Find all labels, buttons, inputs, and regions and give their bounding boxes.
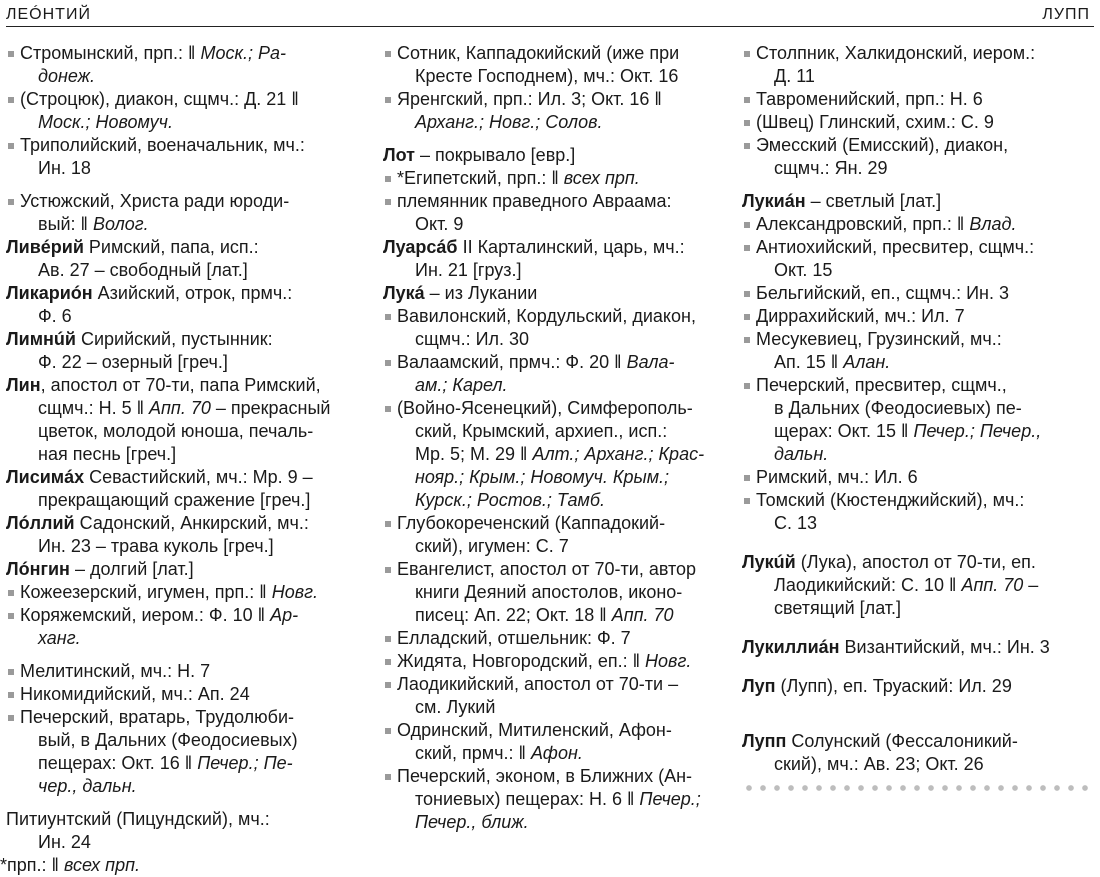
- entry-text: Азийский, отрок, прмч.:: [92, 283, 293, 303]
- headword: Луп: [742, 676, 776, 696]
- sub-entry: [383, 673, 727, 719]
- entry-text: щерах: Окт. 15 ‖: [774, 421, 914, 441]
- spacer: [383, 134, 727, 144]
- continuation-line: [742, 574, 1090, 597]
- entry-text: ский, Крымский, архиеп., исп.:: [415, 421, 668, 441]
- sub-entry: [383, 650, 727, 673]
- headword-entry: [742, 636, 1090, 659]
- entry-text: Ф. 22 – озерный [греч.]: [38, 352, 228, 372]
- entry-text: Лаодикийский, апостол от 70-ти –: [397, 674, 679, 694]
- entry-text: ский, прмч.: ‖: [415, 743, 531, 763]
- sub-entry: [383, 190, 727, 236]
- continuation-line: [756, 420, 1090, 443]
- italic-text: Влад.: [969, 214, 1017, 234]
- entry-text: Печерский, вратарь, Трудолюби-: [20, 707, 295, 727]
- entry-text: – из Лукании: [424, 283, 538, 303]
- entry-text: Мр. 5; М. 29 ‖: [415, 444, 533, 464]
- entry-text: Кожеезерский, игумен, прп.: ‖: [20, 582, 272, 602]
- sub-entry: [6, 88, 350, 134]
- italic-text: Алан.: [843, 352, 891, 372]
- sub-entry: [742, 213, 1090, 236]
- italic-text: всех прп.: [563, 168, 640, 188]
- sub-entry: [383, 558, 727, 627]
- sub-entry: [742, 328, 1090, 374]
- entry-text: см. Лукий: [415, 697, 496, 717]
- entry-text: Сотник, Каппадокийский (иже при: [397, 43, 680, 63]
- sub-entry: [742, 111, 1090, 134]
- entry-text: *прп.: ‖: [0, 855, 64, 875]
- entry-text: Печерский, эконом, в Ближних (Ан-: [397, 766, 693, 786]
- headword: Лóнгин: [6, 559, 70, 579]
- entry-text: Столпник, Халкидонский, иером.:: [756, 43, 1036, 63]
- italic-text: Апп. 70: [149, 398, 211, 418]
- italic-text: Арханг.; Новг.; Солов.: [415, 112, 603, 132]
- italic-text: чер., дальн.: [38, 776, 137, 796]
- entry-text: Ап. 15 ‖: [774, 352, 844, 372]
- sub-entry: [383, 167, 727, 190]
- entry-text: *Египетский, прп.: ‖: [397, 168, 564, 188]
- entry-text: – светлый [лат.]: [805, 191, 942, 211]
- continuation-line: [6, 489, 350, 512]
- column-3: [742, 42, 1090, 792]
- continuation-line: [756, 397, 1090, 420]
- sub-entry: [383, 765, 727, 834]
- continuation-line: [20, 627, 350, 650]
- italic-text: Волог.: [93, 214, 149, 234]
- italic-text: Моск.; Ра-: [200, 43, 286, 63]
- entry-text: , апостол от 70-ти, папа Римский,: [40, 375, 321, 395]
- entry-text: Эмесский (Емисский), диакон,: [756, 135, 1009, 155]
- italic-text: Новг.: [271, 582, 319, 602]
- entry-text: Римский, папа, исп.:: [83, 237, 259, 257]
- entry-text: Ин. 23 – трава куколь [греч.]: [38, 536, 274, 556]
- entry-text: – прекрасный: [210, 398, 331, 418]
- entry-text: пещерах: Окт. 16 ‖: [38, 753, 198, 773]
- headword: Лисимáх: [6, 467, 85, 487]
- continuation-line: [20, 65, 350, 88]
- entry-text: прекращающий сражение [греч.]: [38, 490, 311, 510]
- entry-text: – долгий [лат.]: [69, 559, 194, 579]
- headword: Ликариóн: [6, 283, 93, 303]
- italic-text: всех прп.: [63, 855, 140, 875]
- entry-text: Одринский, Митиленский, Афон-: [397, 720, 672, 740]
- headword-entry: [383, 236, 727, 282]
- column-2: [383, 42, 727, 834]
- spacer: [6, 180, 350, 190]
- continuation-line: [397, 466, 727, 489]
- sub-entry: [742, 374, 1090, 466]
- continuation-line: [397, 213, 727, 236]
- sub-entry: [383, 305, 727, 351]
- entry-text: цветок, молодой юноша, печаль-: [38, 421, 314, 441]
- headword-entry: [6, 466, 350, 512]
- headword-entry: [6, 236, 350, 282]
- entry-text: светящий [лат.]: [774, 598, 902, 618]
- entry-text: Ф. 6: [38, 306, 72, 326]
- italic-text: Печер., ближ.: [415, 812, 529, 832]
- continuation-line: [397, 788, 727, 811]
- sub-entry: [383, 719, 727, 765]
- continuation-line: [20, 752, 350, 775]
- entry-text: Питиунтский (Пицундский), мч.:: [6, 809, 270, 829]
- continuation-line: [756, 65, 1090, 88]
- italic-text: ханг.: [38, 628, 81, 648]
- sub-entry: [6, 42, 350, 88]
- entry-text: Ин. 21 [груз.]: [415, 260, 522, 280]
- entry-text: писец: Ап. 22; Окт. 18 ‖: [415, 605, 612, 625]
- entry-text: (Швец) Глинский, схим.: С. 9: [756, 112, 994, 132]
- entry-text: Солунский (Фессалоникий-: [786, 731, 1018, 751]
- entry-text: вый: ‖: [38, 214, 93, 234]
- entry-text: племянник праведного Авраама:: [397, 191, 672, 211]
- entry-text: Севастийский, мч.: Мр. 9 –: [84, 467, 313, 487]
- entry-text: (Лупп), еп. Труаский: Ил. 29: [775, 676, 1012, 696]
- sub-entry: [6, 134, 350, 180]
- continuation-line: [756, 157, 1090, 180]
- entry-text: Устюжский, Христа ради юроди-: [20, 191, 290, 211]
- headword-entry: [6, 558, 350, 581]
- sub-entry: [742, 489, 1090, 535]
- spacer: [6, 798, 350, 808]
- entry-text: Печерский, пресвитер, сщмч.,: [756, 375, 1007, 395]
- sub-entry: [742, 42, 1090, 88]
- entry-text: вый, в Дальних (Феодосиевых): [38, 730, 298, 750]
- continuation-line: [756, 443, 1090, 466]
- continuation-line: [383, 259, 727, 282]
- continuation-line: [20, 213, 350, 236]
- italic-text: Афон.: [530, 743, 583, 763]
- spacer: [742, 714, 1090, 730]
- italic-text: Апп. 70: [961, 575, 1024, 595]
- entry-text: Александровский, прп.: ‖: [756, 214, 970, 234]
- headword: Луарсáб: [383, 237, 458, 257]
- continuation-line: [397, 489, 727, 512]
- continuation-line: [397, 696, 727, 719]
- headword-entry: [383, 282, 727, 305]
- headword: Лимнúй: [6, 329, 76, 349]
- entry-text: (Строцюк), диакон, сщмч.: Д. 21 ‖: [20, 89, 299, 109]
- entry-text: Окт. 9: [415, 214, 464, 234]
- continuation-line: [20, 729, 350, 752]
- entry-text: сщмч.: Н. 5 ‖: [38, 398, 150, 418]
- continuation-line: [397, 374, 727, 397]
- headword-entry: [6, 512, 350, 558]
- sub-entry: [742, 236, 1090, 282]
- continuation-line: [397, 111, 727, 134]
- continuation-line: [6, 831, 350, 854]
- continuation-line: [6, 305, 350, 328]
- entry-text: Д. 11: [774, 66, 815, 86]
- italic-text: Печер.; Печер.,: [913, 421, 1042, 441]
- continuation-line: [397, 742, 727, 765]
- headword: Лот: [383, 145, 415, 165]
- italic-text: Вала-: [626, 352, 675, 372]
- continuation-line: [6, 259, 350, 282]
- continuation-line: [397, 328, 727, 351]
- entry-text: Триполийский, военачальник, мч.:: [20, 135, 305, 155]
- sub-entry: [6, 581, 350, 604]
- continuation-line: [742, 753, 1090, 776]
- entry-text: Лаодикийский: С. 10 ‖: [774, 575, 962, 595]
- sub-entry: [742, 282, 1090, 305]
- headword: Лупп: [742, 731, 787, 751]
- entry-text: Кресте Господнем), мч.: Окт. 16: [415, 66, 679, 86]
- sub-entry: [742, 88, 1090, 111]
- entry-text: Глубокореченский (Каппадокий-: [397, 513, 666, 533]
- italic-text: дальн.: [774, 444, 829, 464]
- sub-entry: [742, 305, 1090, 328]
- continuation-line: [397, 535, 727, 558]
- italic-text: донеж.: [38, 66, 96, 86]
- entry-text: Коряжемский, иером.: Ф. 10 ‖: [20, 605, 271, 625]
- entry-text: II Карталинский, царь, мч.:: [457, 237, 685, 257]
- headword: Лóллий: [6, 513, 75, 533]
- sub-entry: [383, 627, 727, 650]
- entry-text: –: [1023, 575, 1039, 595]
- running-header: [6, 4, 1094, 27]
- header-right-word: ЛУПП: [1042, 6, 1090, 23]
- entry-text: Тавроменийский, прп.: Н. 6: [756, 89, 983, 109]
- continuation-line: [756, 512, 1090, 535]
- headword-entry: [742, 190, 1090, 213]
- entry-text: (Войно-Ясенецкий), Симферополь-: [397, 398, 693, 418]
- entry: [6, 808, 350, 854]
- entry-text: Месукевиец, Грузинский, мч.:: [756, 329, 1002, 349]
- italic-text: Печер.;: [639, 789, 701, 809]
- italic-text: Моск.; Новомуч.: [38, 112, 173, 132]
- entry-text: Мелитинский, мч.: Н. 7: [20, 661, 211, 681]
- italic-text: ам.; Карел.: [415, 375, 508, 395]
- continuation-line: [742, 597, 1090, 620]
- sub-entry: [742, 466, 1090, 489]
- sub-entry: [6, 604, 350, 650]
- spacer: [6, 650, 350, 660]
- spacer: [742, 659, 1090, 675]
- headword: Ливéрий: [6, 237, 84, 257]
- entry-text: (Лука), апостол от 70-ти, еп.: [795, 552, 1036, 572]
- headword: Лин: [6, 375, 41, 395]
- continuation-line: [756, 351, 1090, 374]
- entry-text: Римский, мч.: Ил. 6: [756, 467, 918, 487]
- continuation-line: [397, 581, 727, 604]
- spacer: [742, 698, 1090, 714]
- entry-text: ский), мч.: Ав. 23; Окт. 26: [774, 754, 984, 774]
- entry-text: Ав. 27 – свободный [лат.]: [38, 260, 248, 280]
- headword-entry: [6, 374, 350, 466]
- sub-entry: [383, 397, 727, 512]
- headword: Лукиллиáн: [742, 637, 840, 657]
- sub-entry: [383, 512, 727, 558]
- italic-text: Новг.: [645, 651, 692, 671]
- header-left-word: ЛЕÓНТИЙ: [6, 6, 91, 23]
- column-1: [0, 42, 350, 877]
- entry-text: Елладский, отшельник: Ф. 7: [397, 628, 631, 648]
- entry-text: Окт. 15: [774, 260, 833, 280]
- entry-text: Жидята, Новгородский, еп.: ‖: [397, 651, 646, 671]
- entry-text: Стромынский, прп.: ‖: [20, 43, 201, 63]
- spacer: [742, 180, 1090, 190]
- italic-text: Печер.; Пе-: [197, 753, 293, 773]
- italic-text: Алт.; Арханг.; Крас-: [532, 444, 705, 464]
- headword-entry: [742, 730, 1090, 776]
- headword: Лукúй: [742, 552, 796, 572]
- continuation-line: [397, 65, 727, 88]
- entry-text: Яренгский, прп.: Ил. 3; Окт. 16 ‖: [397, 89, 662, 109]
- headword-entry: [742, 675, 1090, 698]
- entry-text: – покрывало [евр.]: [415, 145, 576, 165]
- continuation-line: [6, 420, 350, 443]
- sub-entry: [383, 42, 727, 88]
- italic-text: Ар-: [270, 605, 299, 625]
- entry-text: Бельгийский, еп., сщмч.: Ин. 3: [756, 283, 1009, 303]
- entry-text: ский), игумен: С. 7: [415, 536, 569, 556]
- continuation-line: [6, 397, 350, 420]
- sub-entry: [383, 88, 727, 134]
- entry-text: тониевых) пещерах: Н. 6 ‖: [415, 789, 640, 809]
- entry-text: Сирийский, пустынник:: [75, 329, 273, 349]
- entry-text: Евангелист, апостол от 70-ти, автор: [397, 559, 697, 579]
- entry: [0, 854, 350, 877]
- continuation-line: [756, 259, 1090, 282]
- continuation-line: [397, 604, 727, 627]
- headword-entry: [6, 282, 350, 328]
- continuation-line: [6, 535, 350, 558]
- continuation-line: [397, 811, 727, 834]
- headword-entry: [383, 144, 727, 167]
- continuation-line: [6, 443, 350, 466]
- sub-entry: [6, 190, 350, 236]
- continuation-line: [6, 351, 350, 374]
- entry-text: Садонский, Анкирский, мч.:: [74, 513, 309, 533]
- sub-entry: [383, 351, 727, 397]
- headword: Лукá: [383, 283, 425, 303]
- headword-entry: [6, 328, 350, 374]
- entry-text: Ин. 18: [38, 158, 91, 178]
- entry-text: книги Деяний апостолов, иконо-: [415, 582, 683, 602]
- continuation-line: [397, 443, 727, 466]
- entry-text: сщмч.: Ил. 30: [415, 329, 530, 349]
- continuation-line: [397, 420, 727, 443]
- sub-entry: [6, 706, 350, 798]
- italic-text: Апп. 70: [611, 605, 674, 625]
- italic-text: Курск.; Ростов.; Тамб.: [415, 490, 606, 510]
- continuation-line: [20, 157, 350, 180]
- entry-text: ная песнь [греч.]: [38, 444, 177, 464]
- entry-text: Антиохийский, пресвитер, сщмч.:: [756, 237, 1035, 257]
- entry-text: Ин. 24: [38, 832, 91, 852]
- entry-text: Томский (Кюстенджийский), мч.:: [756, 490, 1025, 510]
- entry-text: сщмч.: Ян. 29: [774, 158, 888, 178]
- italic-text: нояр.; Крым.; Новомуч. Крым.;: [415, 467, 670, 487]
- spacer: [742, 535, 1090, 551]
- dotted-end-rule: [742, 784, 1090, 792]
- continuation-line: [20, 111, 350, 134]
- entry-text: Диррахийский, мч.: Ил. 7: [756, 306, 965, 326]
- entry-text: Византийский, мч.: Ин. 3: [839, 637, 1050, 657]
- spacer: [742, 620, 1090, 636]
- sub-entry: [6, 683, 350, 706]
- sub-entry: [742, 134, 1090, 180]
- sub-entry: [6, 660, 350, 683]
- entry-text: С. 13: [774, 513, 818, 533]
- headword-entry: [742, 551, 1090, 620]
- entry-text: Вавилонский, Кордульский, диакон,: [397, 306, 696, 326]
- entry-text: Никомидийский, мч.: Ап. 24: [20, 684, 250, 704]
- headword: Лукиáн: [742, 191, 806, 211]
- continuation-line: [20, 775, 350, 798]
- entry-text: в Дальних (Феодосиевых) пе-: [774, 398, 1022, 418]
- entry-text: Валаамский, прмч.: Ф. 20 ‖: [397, 352, 627, 372]
